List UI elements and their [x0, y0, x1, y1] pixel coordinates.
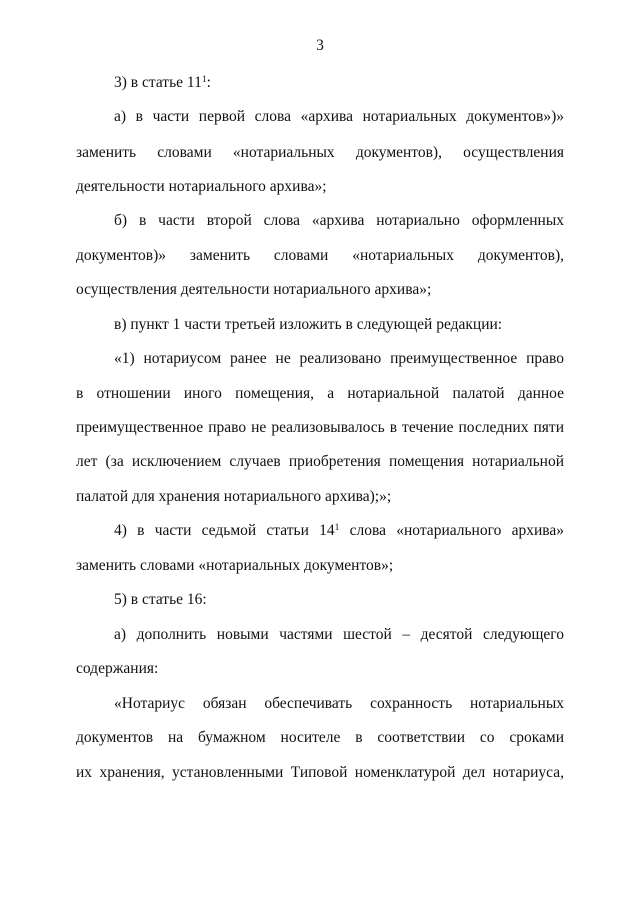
notary-paragraph-line-3: их хранения, установленными Типовой номенклатурой дел нотариуса, [76, 764, 564, 781]
paragraph-a-line-2: заменить словами «нотариальных документов), осуществления [76, 144, 564, 161]
paragraph-c-line-1: в) пункт 1 части третьей изложить в следующей редакции: [114, 316, 503, 333]
quote-1-line-1: «1) нотариусом ранее не реализовано преимущественное право [114, 350, 564, 367]
paragraph-b-line-1: б) в части второй слова «архива нотариально оформленных [114, 212, 564, 229]
item-4-line-2: заменить словами «нотариальных документов»; [76, 557, 394, 574]
item-3-colon: : [206, 74, 211, 91]
item-3-text: 3) в статье 11 [114, 74, 202, 91]
paragraph-a-line-1: а) в части первой слова «архива нотариальных документов»)» [114, 108, 564, 125]
notary-paragraph-line-1: «Нотариус обязан обеспечивать сохранность нотариальных [114, 695, 564, 712]
item-5-heading: 5) в статье 16: [114, 591, 207, 608]
item-4-text-end: слова «нотариального архива» [339, 522, 564, 539]
item-3-superscript: 1 [201, 75, 207, 85]
item-4-line-1 [114, 522, 564, 540]
item-4-superscript: 1 [334, 523, 340, 533]
quote-1-line-4: лет (за исключением случаев приобретения помещения нотариальной [76, 453, 564, 470]
paragraph-b-line-2: документов)» заменить словами «нотариальных документов), [76, 247, 564, 264]
item-4-text: 4) в части седьмой статьи 14 [114, 522, 335, 539]
paragraph-a-line-3: деятельности нотариального архива»; [76, 178, 327, 195]
page-number: 3 [316, 37, 324, 54]
quote-1-line-3: преимущественное право не реализовывалось в течение последних пяти [76, 419, 564, 436]
paragraph-d-line-2: содержания: [76, 660, 159, 677]
notary-paragraph-line-2: документов на бумажном носителе в соответствии со сроками [76, 729, 564, 746]
quote-1-line-2: в отношении иного помещения, а нотариальной палатой данное [76, 385, 564, 402]
item-3-heading [114, 74, 564, 92]
paragraph-d-line-1: а) дополнить новыми частями шестой – десятой следующего [114, 626, 564, 643]
quote-1-line-5: палатой для хранения нотариального архива);»; [76, 488, 392, 505]
paragraph-b-line-3: осуществления деятельности нотариального архива»; [76, 281, 432, 298]
